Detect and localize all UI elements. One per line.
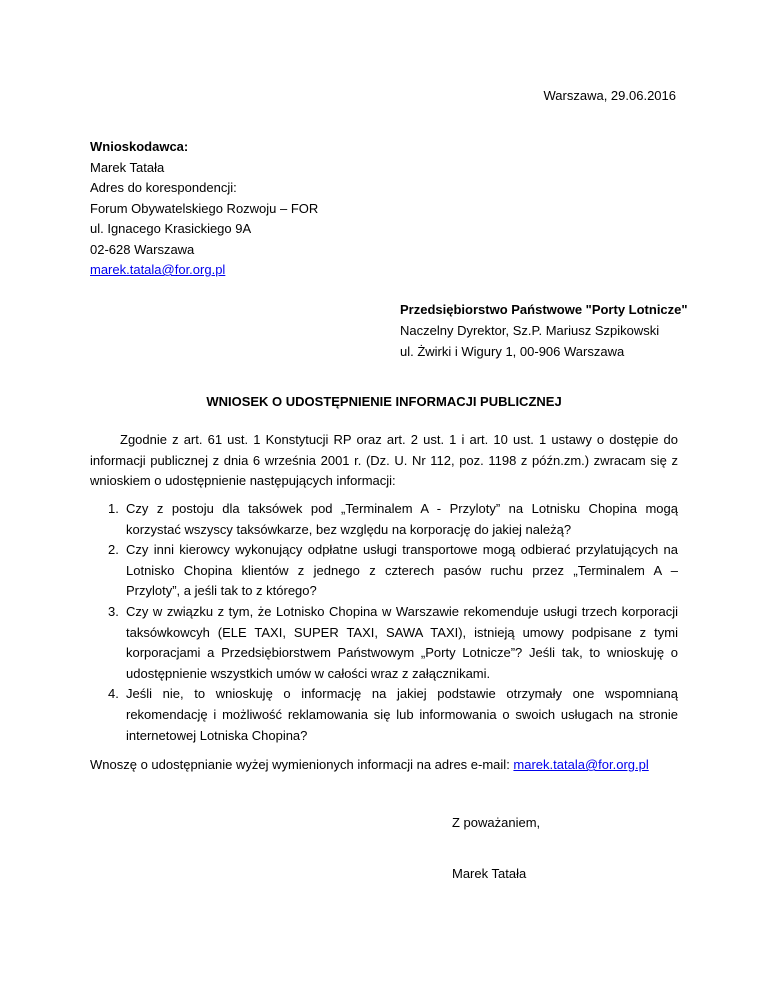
- applicant-organization: Forum Obywatelskiego Rozwoju – FOR: [90, 200, 319, 216]
- recipient-company: Przedsiębiorstwo Państwowe "Porty Lotnicze": [400, 302, 688, 317]
- question-line: rekomendację i możliwość reklamowania się lub informowania o swoich usługach na stronie: [126, 706, 678, 722]
- date-line: Warszawa, 29.06.2016: [543, 88, 676, 103]
- applicant-block: [90, 137, 318, 281]
- recipient-person: Naczelny Dyrektor, Sz.P. Mariusz Szpikowski: [400, 323, 660, 338]
- applicant-street: ul. Ignacego Krasickiego 9A: [90, 221, 252, 236]
- question-item: [90, 499, 678, 540]
- question-line: udostępnienie wszystkich umów w całości wraz z załącznikami.: [126, 665, 491, 681]
- question-line: Czy inni kierowcy wykonujący odpłatne usługi transportowe mogą odbierać przylatujących na: [126, 542, 678, 558]
- question-number: 1.: [108, 501, 119, 516]
- question-number: 2.: [108, 542, 119, 558]
- intro-line: informacji publicznej z dnia 6 września 2001 r. (Dz. U. Nr 112, poz. 1198 z późn.zm.) zwracam się z: [90, 452, 678, 468]
- question-line: Lotnisko Chopina klientów z jednego z czterech pasów ruchu przez „Terminalem A –: [126, 562, 678, 578]
- question-line: korporacjami a Przedsiębiorstwem Państwowym „Porty Lotnicze”? Jeśli tak, to wnioskuję o: [126, 645, 678, 661]
- recipient-block: [400, 299, 688, 362]
- question-line: taksówkowcyh (ELE TAXI, SUPER TAXI, SAWA TAXI), istnieją umowy podpisane z tymi: [126, 624, 678, 640]
- question-number: 4.: [108, 686, 119, 702]
- intro-line: Zgodnie z art. 61 ust. 1 Konstytucji RP oraz art. 2 ust. 1 i art. 10 ust. 1 ustawy o dostępie do: [120, 432, 678, 447]
- question-item: [90, 684, 678, 746]
- question-number: 3.: [108, 603, 119, 619]
- question-line: internetowej Lotniska Chopina?: [126, 727, 308, 743]
- applicant-heading: Wnioskodawca:: [90, 139, 189, 154]
- recipient-address: ul. Żwirki i Wigury 1, 00-906 Warszawa: [400, 344, 625, 359]
- applicant-city: 02-628 Warszawa: [90, 241, 195, 257]
- question-item: [90, 540, 678, 602]
- applicant-email-link[interactable]: marek.tatala@for.org.pl: [90, 262, 226, 277]
- signature-name: Marek Tatała: [452, 866, 527, 881]
- closing-text: Wnoszę o udostępnianie wyżej wymienionych informacji na adres e-mail:: [90, 757, 514, 772]
- intro-paragraph: [90, 430, 678, 492]
- question-line: Czy w związku z tym, że Lotnisko Chopina w Warszawie rekomenduje usługi trzech korporacji: [126, 603, 678, 619]
- questions-list: [90, 499, 678, 746]
- document-title: WNIOSEK O UDOSTĘPNIENIE INFORMACJI PUBLICZNEJ: [206, 394, 562, 409]
- question-line: korzystać wszyscy taksówkarze, bez względu na korporację do jakiej należą?: [126, 521, 572, 537]
- closing-email-link[interactable]: marek.tatala@for.org.pl: [513, 757, 649, 772]
- question-line: Jeśli nie, to wnioskuję o informację na jakiej podstawie otrzymały one wspomnianą: [126, 686, 678, 702]
- intro-line: wnioskiem o udostępnienie następujących informacji:: [90, 473, 396, 488]
- regards-text: Z poważaniem,: [452, 815, 541, 830]
- applicant-name: Marek Tatała: [90, 159, 165, 175]
- question-line: Przyloty”, a jeśli tak to z którego?: [126, 583, 317, 599]
- closing-line: [90, 757, 649, 772]
- question-line: Czy z postoju dla taksówek pod „Terminalem A - Przyloty” na Lotnisku Chopina mogą: [126, 501, 678, 516]
- question-item: [90, 602, 678, 684]
- address-label: Adres do korespondencji:: [90, 180, 237, 195]
